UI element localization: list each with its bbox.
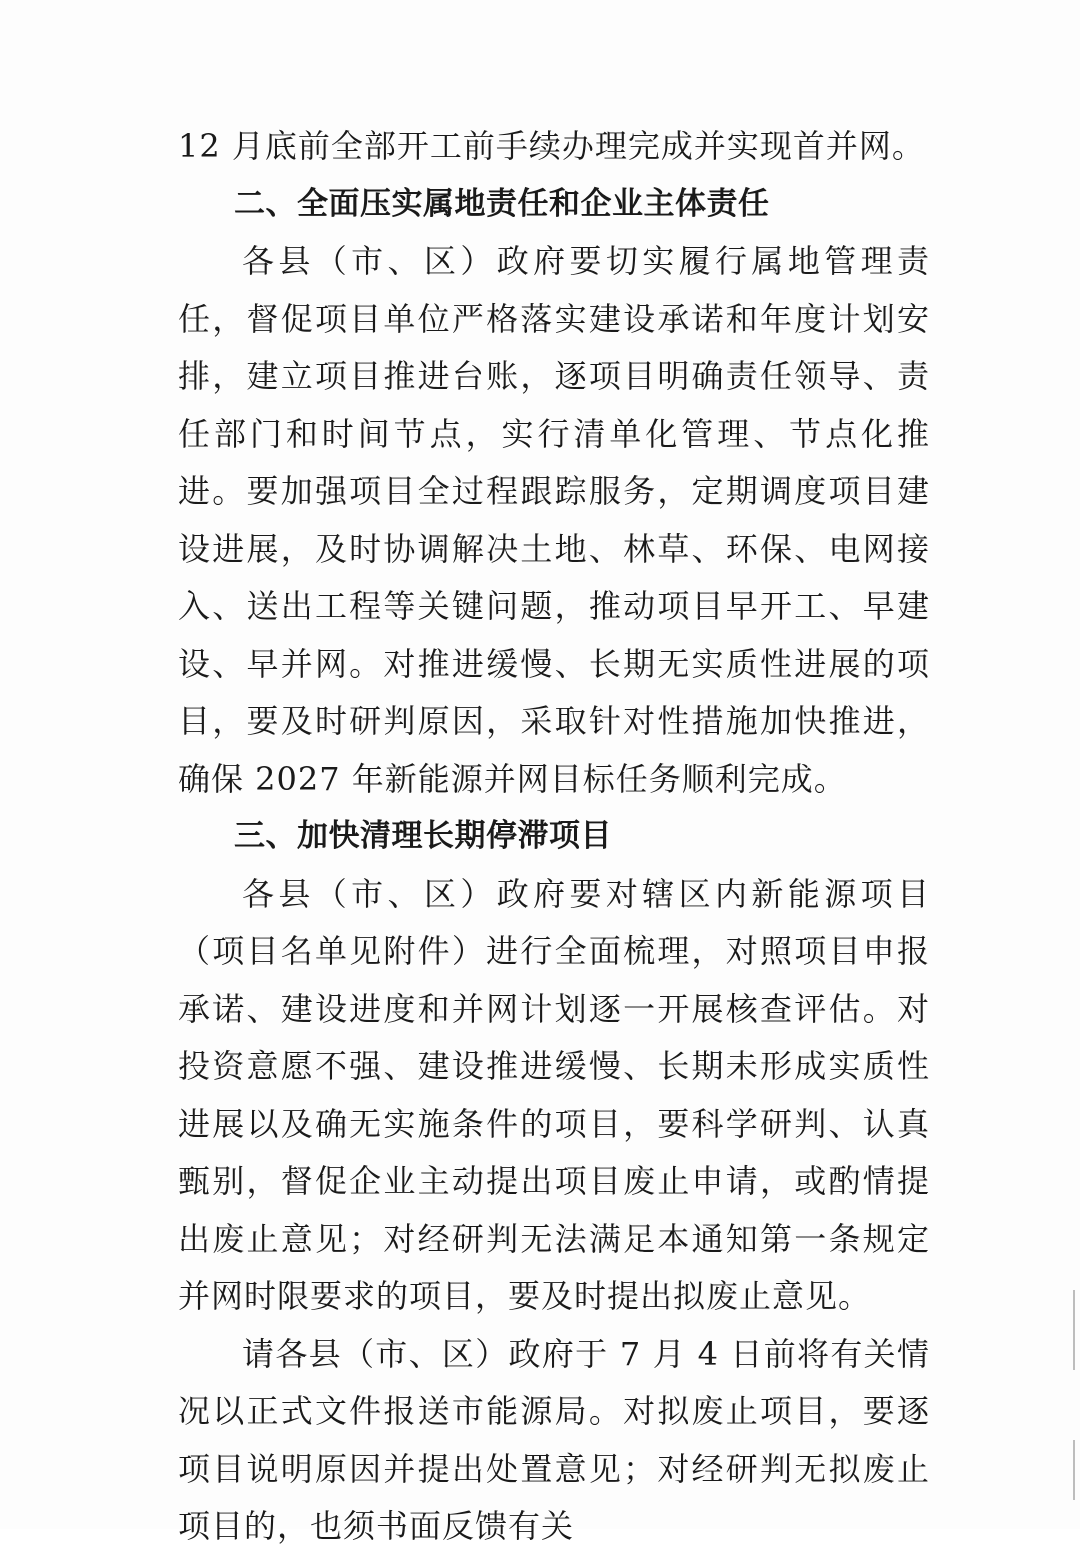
- section-heading-3: 三、加快清理长期停滞项目: [234, 818, 612, 854]
- paragraph-section-3: 各县（市、区）政府要对辖区内新能源项目（项目名单见附件）进行全面梳理，对照项目申报承诺、建设进度和并网计划逐一开展核查评估。对投资意愿不强、建设推进缓慢、长期未形成实质性进展以及确无实施条件的项目，要科学研判、认真甄别，督促企业主动提出项目废止申请，或酌情提出废止意见；对经研判无法满足本通知第一条规定并网时限要求的项目，要及时提出拟废止意见。: [178, 874, 930, 1315]
- scan-edge-mark: [1073, 1290, 1075, 1370]
- paragraph-section-2: 各县（市、区）政府要切实履行属地管理责任，督促项目单位严格落实建设承诺和年度计划安排，建立项目推进台账，逐项目明确责任领导、责任部门和时间节点，实行清单化管理、节点化推进。要加强项目全过程跟踪服务，定期调度项目建设进展，及时协调解决土地、林草、环保、电网接入、送出工程等关键问题，推动项目早开工、早建设、早并网。对推进缓慢、长期无实质性进展的项目，要及时研判原因，采取针对性措施加快推进，确保 2027 年新能源并网目标任务顺利完成。: [178, 242, 930, 798]
- paragraph-submission: 请各县（市、区）政府于 7 月 4 日前将有关情况以正式文件报送市能源局。对拟废止项目，要逐项目说明原因并提出处置意见；对经研判无拟废止项目的，也须书面反馈有关: [178, 1334, 930, 1545]
- document-body: [178, 118, 930, 1556]
- scan-edge-mark: [1073, 1440, 1075, 1500]
- section-heading-2: 二、全面压实属地责任和企业主体责任: [234, 185, 770, 222]
- paragraph-continued: 12 月底前全部开工前手续办理完成并实现首并网。: [178, 127, 925, 165]
